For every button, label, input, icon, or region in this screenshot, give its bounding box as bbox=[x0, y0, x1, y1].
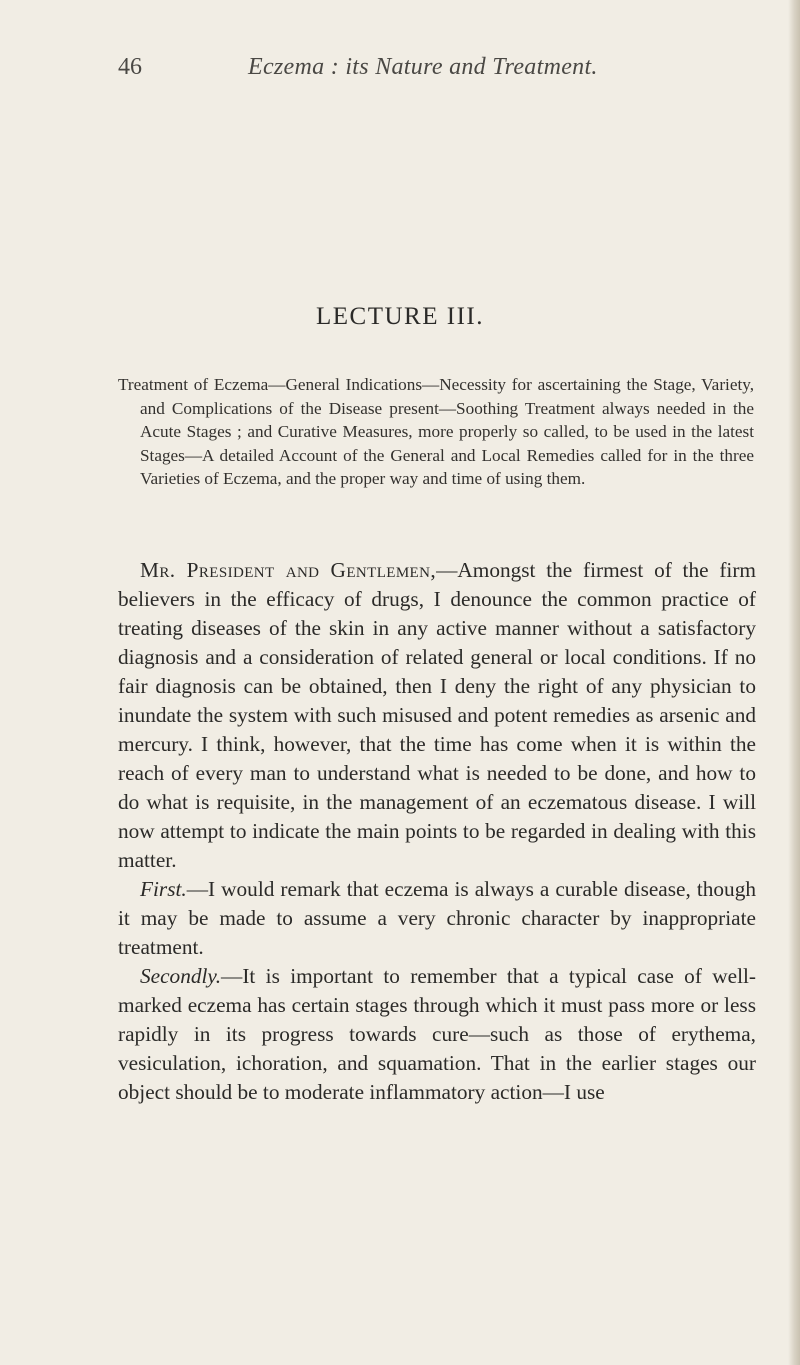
page-header bbox=[118, 54, 738, 94]
body-text bbox=[118, 556, 756, 1107]
paragraph-secondly-text: —It is important to remember that a typical case of well-marked eczema has certain stages through which it must pass more or less rapidly in its progress towards cure—such as those of erythema, vesiculation, ichoration, and squamation. That in the earlier stages our object should be to moderate inflammatory action—I use bbox=[118, 964, 756, 1104]
page-edge-shadow bbox=[788, 0, 800, 1365]
lecture-summary: Treatment of Eczema—General Indications—Necessity for ascertaining the Stage, Variety, and Complications of the Disease present—Soothing Treatment always needed in the Acute Stages ; and Curative Measures, more properly so called, to be used in the latest Stages—A detailed Account of the General and Local Remedies called for in the three Varieties of Eczema, and the proper way and time of using them. bbox=[118, 375, 754, 488]
paragraph-first bbox=[118, 875, 756, 962]
paragraph-opening-text: —Amongst the firmest of the firm believers in the efficacy of drugs, I denounce the common practice of treating diseases of the skin in any active manner without a satisfactory diagnosis and a consideration of related general or local conditions. If no fair diagnosis can be obtained, then I deny the right of any physician to inundate the system with such misused and potent remedies as arsenic and mercury. I think, however, that the time has come when it is within the reach of every man to understand what is needed to be done, and how to do what is requisite, in the management of an eczematous disease. I will now attempt to indicate the main points to be regarded in dealing with this matter. bbox=[118, 558, 756, 872]
running-title: Eczema : its Nature and Treatment. bbox=[248, 54, 598, 80]
lead-in-secondly: Secondly. bbox=[140, 964, 222, 988]
page-number: 46 bbox=[118, 54, 142, 80]
paragraph-first-text: —I would remark that eczema is always a curable disease, though it may be made to assume a very chronic character by inappropriate treatment. bbox=[118, 877, 756, 959]
salutation: Mr. President and Gentlemen, bbox=[140, 558, 437, 582]
paragraph-opening bbox=[118, 556, 756, 875]
paragraph-secondly bbox=[118, 962, 756, 1107]
lead-in-first: First. bbox=[140, 877, 187, 901]
lecture-title: LECTURE III. bbox=[316, 303, 484, 330]
